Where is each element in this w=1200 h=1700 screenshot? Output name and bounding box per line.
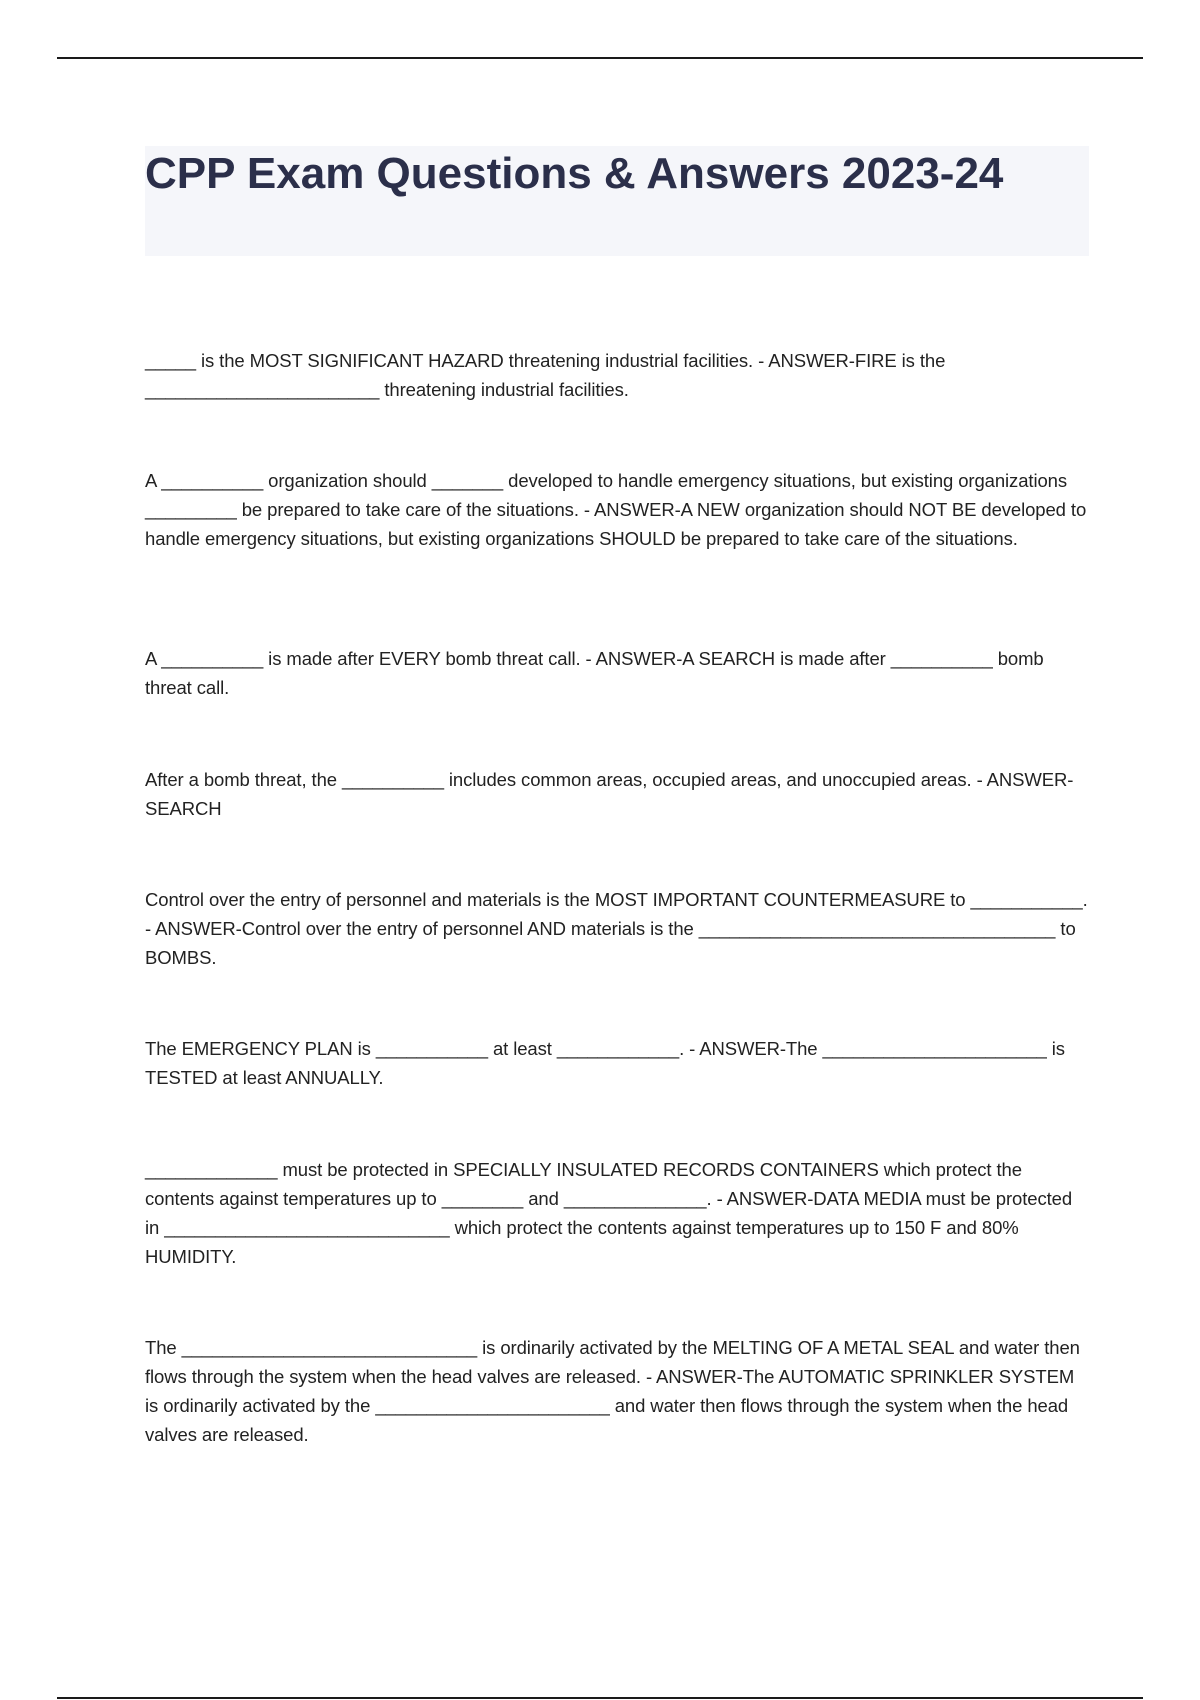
qa-item-6: The EMERGENCY PLAN is ___________ at least ____________. - ANSWER-The ______________________ is TESTED at least ANNUALLY. — [145, 1038, 1065, 1088]
qa-item-8: The _____________________________ is ordinarily activated by the MELTING OF A METAL SEAL and water then flows through the system when the head valves are released. - ANSWER-The AUTOMATIC SPRINKLER SYSTEM is ordinarily activated by the _______________________ and water then flows through the system when the head valves are released. — [145, 1337, 1080, 1445]
qa-item-5: Control over the entry of personnel and materials is the MOST IMPORTANT COUNTERMEASURE to ___________. - ANSWER-Control over the entry of personnel AND materials is the ___________________________________ to BOMBS. — [145, 889, 1088, 968]
bottom-divider — [57, 1697, 1143, 1699]
qa-item-4: After a bomb threat, the __________ includes common areas, occupied areas, and unoccupied areas. - ANSWER-SEARCH — [145, 769, 1074, 819]
qa-item-7: _____________ must be protected in SPECIALLY INSULATED RECORDS CONTAINERS which protect the contents against temperatures up to ________ and ______________. - ANSWER-DATA MEDIA must be protected in ____________________________ which protect the contents against temperatures up to 150 F and 80% HUMIDITY. — [145, 1159, 1073, 1267]
top-divider — [57, 57, 1143, 59]
qa-item-2: A __________ organization should _______ developed to handle emergency situations, but existing organizations _________ be prepared to take care of the situations. - ANSWER-A NEW organization should NOT BE developed to handle emergency situations, but existing organizations SHOULD be prepared to take care of the situations. — [145, 470, 1087, 549]
title-banner — [145, 146, 1089, 256]
qa-item-1: _____ is the MOST SIGNIFICANT HAZARD threatening industrial facilities. - ANSWER-FIRE is the _______________________ threatening industrial facilities. — [145, 350, 946, 400]
page-title: CPP Exam Questions & Answers 2023-24 — [145, 149, 1004, 198]
qa-item-3: A __________ is made after EVERY bomb threat call. - ANSWER-A SEARCH is made after __________ bomb threat call. — [145, 648, 1044, 698]
